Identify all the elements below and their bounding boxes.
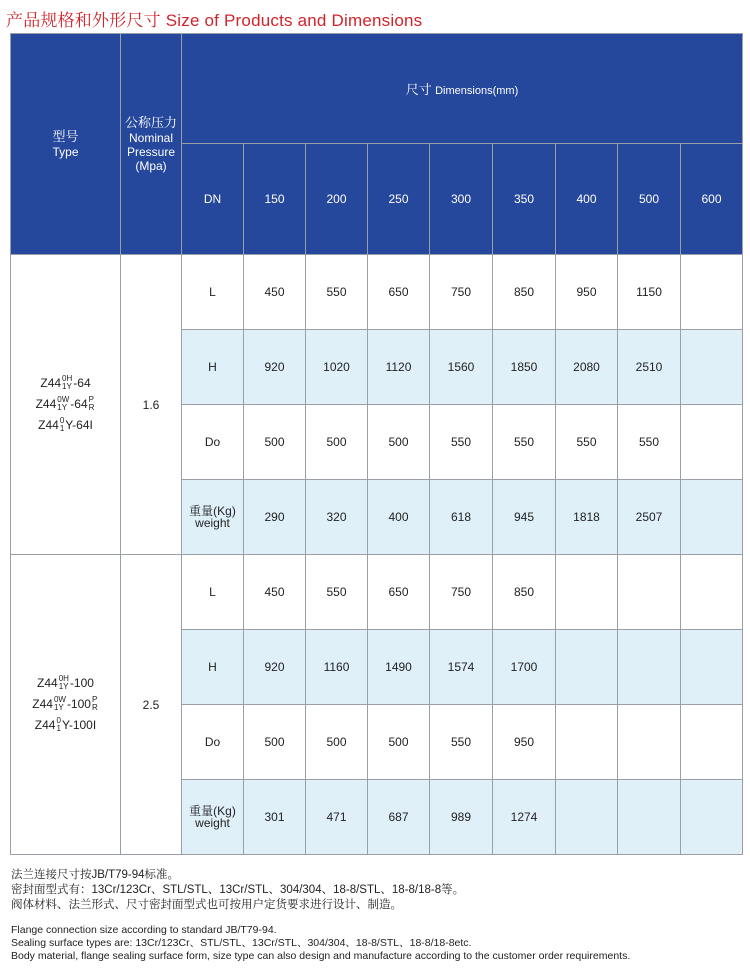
page-title: 产品规格和外形尺寸 Size of Products and Dimensions [6,11,423,30]
notes-en [11,924,630,963]
cell: 500 [244,705,306,780]
model-line: Z44 0H 1Y -100 [37,673,94,691]
header-dn-500: 500 [618,144,681,255]
cell: 650 [368,255,430,330]
row-label: L [182,555,244,630]
header-type-cn: 型号 [52,129,79,144]
cell: 850 [493,555,556,630]
header-pressure-en-2: Pressure [126,145,176,159]
header-pressure [121,34,182,255]
cell [681,555,743,630]
cell: 290 [244,480,306,555]
cell: 301 [244,780,306,855]
row-label-weight [182,780,244,855]
cell [681,330,743,405]
cell [681,780,743,855]
row-label: Do [182,405,244,480]
cell: 500 [244,405,306,480]
header-type-en: Type [52,145,79,159]
note-line: Body material, flange sealing surface form, size type can also design and manufacture according to the customer order requirements. [11,950,631,962]
row-label: H [182,330,244,405]
model-line: Z44 0W 1Y -64 P R [35,394,95,412]
cell: 1020 [306,330,368,405]
header-pressure-unit: (Mpa) [135,159,167,173]
cell: 1490 [368,630,430,705]
cell: 920 [244,630,306,705]
cell: 750 [430,255,493,330]
cell: 450 [244,255,306,330]
header-dn-600: 600 [681,144,743,255]
cell: 945 [493,480,556,555]
table-row [11,555,743,630]
cell: 1818 [556,480,618,555]
header-pressure-en-1: Nominal [128,131,173,145]
cell [556,555,618,630]
model-line: Z44 0 1 Y-64I [38,415,93,433]
row-label: H [182,630,244,705]
cell: 1160 [306,630,368,705]
cell [681,480,743,555]
header-dn-250: 250 [368,144,430,255]
note-line: 阀体材料、法兰形式、尺寸密封面型式也可按用户定货要求进行设计、制造。 [11,899,402,911]
cell [618,705,681,780]
cell: 1850 [493,330,556,405]
cell: 1700 [493,630,556,705]
cell: 950 [493,705,556,780]
cell: 550 [430,405,493,480]
cell [681,630,743,705]
row-label: Do [182,705,244,780]
notes-cn [11,868,464,913]
weight-label-cn: 重量(Kg) [189,504,236,518]
cell: 1574 [430,630,493,705]
pressure-value: 2.5 [121,555,182,855]
cell: 1150 [618,255,681,330]
cell: 500 [306,405,368,480]
cell [618,630,681,705]
header-dn-350: 350 [493,144,556,255]
cell: 550 [618,405,681,480]
cell: 450 [244,555,306,630]
header-dn-200: 200 [306,144,368,255]
cell: 400 [368,480,430,555]
model-line: Z44 0H 1Y -64 [40,373,91,391]
header-dimensions-en: Dimensions(mm) [435,85,519,97]
cell: 1120 [368,330,430,405]
cell: 2507 [618,480,681,555]
cell: 500 [306,705,368,780]
cell [556,705,618,780]
header-dimensions [182,34,743,144]
cell: 950 [556,255,618,330]
cell: 650 [368,555,430,630]
cell: 2510 [618,330,681,405]
model-cell [11,255,121,555]
header-dn-300: 300 [430,144,493,255]
cell [681,255,743,330]
cell: 850 [493,255,556,330]
cell [681,705,743,780]
header-type [11,34,121,255]
cell: 471 [306,780,368,855]
pressure-value: 1.6 [121,255,182,555]
cell [556,630,618,705]
model-line: Z44 0W 1Y -100 P R [32,694,98,712]
cell: 1274 [493,780,556,855]
cell: 550 [556,405,618,480]
cell: 618 [430,480,493,555]
cell: 687 [368,780,430,855]
cell: 1560 [430,330,493,405]
weight-label-en: weight [195,816,230,830]
table-row [11,255,743,330]
note-line: Sealing surface types are: 13Cr/123Cr、STL/STL、13Cr/STL、304/304、18-8/STL、18-8/18-8etc. [11,937,472,949]
cell: 550 [306,555,368,630]
header-dn-label: DN [182,144,244,255]
cell: 550 [306,255,368,330]
note-line: 法兰连接尺寸按JB/T79-94标准。 [11,869,180,881]
row-label-weight [182,480,244,555]
dimensions-table [10,33,743,855]
cell: 500 [368,405,430,480]
cell: 2080 [556,330,618,405]
note-line: 密封面型式有：13Cr/123Cr、STL/STL、13Cr/STL、304/304、18-8/STL、18-8/18-8等。 [11,884,465,896]
header-dn-400: 400 [556,144,618,255]
header-dn-150: 150 [244,144,306,255]
cell [618,555,681,630]
model-cell [11,555,121,855]
cell [618,780,681,855]
header-pressure-cn: 公称压力 [124,115,177,130]
cell: 550 [493,405,556,480]
header-dimensions-cn: 尺寸 [405,82,432,97]
cell: 550 [430,705,493,780]
note-line: Flange connection size according to standard JB/T79-94. [11,924,277,936]
weight-label-cn: 重量(Kg) [189,804,236,818]
cell: 920 [244,330,306,405]
cell: 750 [430,555,493,630]
cell [556,780,618,855]
cell: 320 [306,480,368,555]
weight-label-en: weight [195,516,230,530]
model-line: Z44 0 1 Y-100I [34,715,97,733]
cell: 989 [430,780,493,855]
cell: 500 [368,705,430,780]
cell [681,405,743,480]
row-label: L [182,255,244,330]
